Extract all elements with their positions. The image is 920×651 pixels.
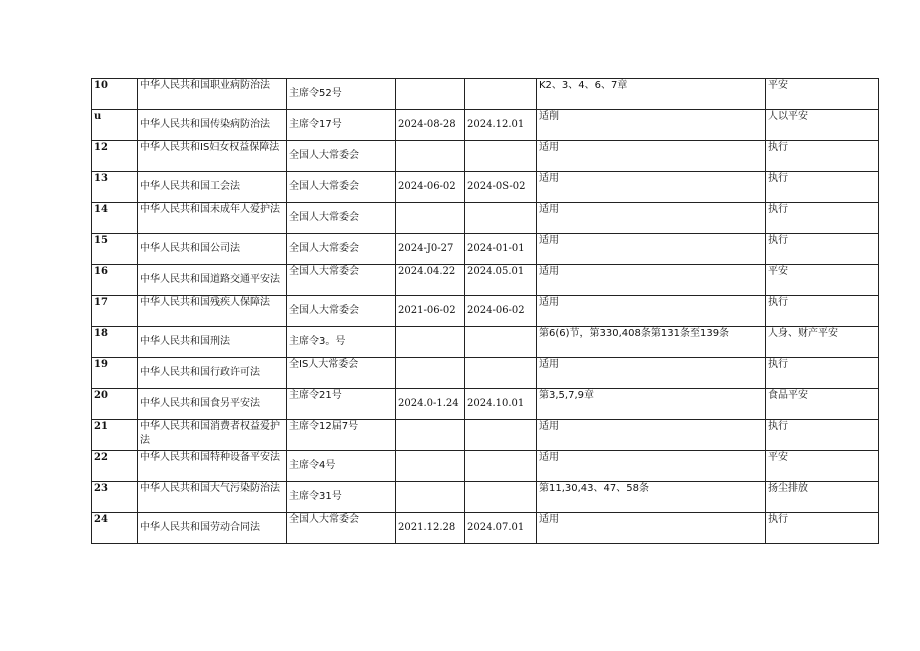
law-name-cell: [138, 389, 287, 420]
issue-date-cell: [396, 110, 465, 141]
effective-date-cell: [465, 327, 537, 358]
issuing-authority: 主席令12届7号: [289, 421, 359, 432]
issuing-authority-cell: [287, 296, 396, 327]
category-cell: [766, 420, 879, 451]
applicable-clauses-cell: [537, 79, 766, 110]
applicable-clauses-cell: [537, 482, 766, 513]
category: 执行: [768, 359, 788, 370]
applicable-clauses-cell: [537, 296, 766, 327]
effective-date-cell: [465, 358, 537, 389]
category-cell: [766, 513, 879, 544]
row-number-cell: 23: [92, 482, 138, 513]
law-name: 中华人民共和国残疾人保障法: [140, 297, 270, 308]
issue-date: 2024-08-28: [398, 119, 456, 130]
issue-date-cell: [396, 234, 465, 265]
table-row: [92, 513, 879, 544]
row-number-cell: u: [92, 110, 138, 141]
effective-date: 2024-0S-02: [467, 181, 526, 192]
effective-date-cell: [465, 513, 537, 544]
issuing-authority: 全国人大常委会: [289, 243, 359, 254]
category-cell: [766, 451, 879, 482]
law-name-cell: [138, 265, 287, 296]
effective-date: 2024-06-02: [467, 305, 525, 316]
category: 执行: [768, 421, 788, 432]
issue-date-cell: [396, 296, 465, 327]
table-row: [92, 482, 879, 513]
law-name: 中华人民共和国行政许可法: [140, 367, 260, 378]
issuing-authority: 主席令3。号: [289, 336, 346, 347]
law-name: 中华人民共和IS妇女权益保障法: [140, 142, 280, 153]
law-name-cell: [138, 327, 287, 358]
effective-date: 2024.12.01: [467, 119, 525, 130]
law-name: 中华人民共和国职业病防治法: [140, 80, 270, 91]
applicable-clauses-cell: [537, 327, 766, 358]
effective-date: [467, 203, 534, 211]
issuing-authority: 主席令17号: [289, 119, 342, 130]
issue-date: [398, 358, 462, 366]
applicable-clauses: 第11,30,43、47、58条: [539, 483, 649, 494]
law-name: 中华人民共和国特种设备平安法: [140, 452, 280, 463]
issuing-authority: 主席令4号: [289, 460, 336, 471]
law-name-cell: [138, 420, 287, 451]
law-name: 中华人民共和国劳动合同法: [140, 522, 260, 533]
applicable-clauses-cell: [537, 141, 766, 172]
table-row: [92, 358, 879, 389]
law-name: 中华人民共和国未成年人爱护法: [140, 204, 280, 215]
table-row: [92, 451, 879, 482]
category-cell: [766, 110, 879, 141]
law-name-cell: [138, 172, 287, 203]
law-name-cell: [138, 451, 287, 482]
law-name: 中华人民共和国食另平安法: [140, 398, 260, 409]
row-number-cell: 17: [92, 296, 138, 327]
issuing-authority: 主席令31号: [289, 491, 342, 502]
category: 人以平安: [768, 111, 808, 122]
effective-date-cell: [465, 172, 537, 203]
applicable-clauses-cell: [537, 234, 766, 265]
issue-date: [398, 327, 462, 335]
issuing-authority: 全国人大常委会: [289, 514, 359, 525]
issuing-authority-cell: [287, 451, 396, 482]
category: 执行: [768, 204, 788, 215]
applicable-clauses: 适用: [539, 173, 559, 184]
issue-date-cell: [396, 203, 465, 234]
effective-date: 2024.10.01: [467, 398, 525, 409]
applicable-clauses: 适用: [539, 142, 559, 153]
issue-date-cell: [396, 358, 465, 389]
issuing-authority-cell: [287, 420, 396, 451]
effective-date-cell: [465, 451, 537, 482]
row-number-cell: 24: [92, 513, 138, 544]
issuing-authority: 全IS人大常委会: [289, 359, 359, 370]
applicable-clauses-cell: [537, 513, 766, 544]
issuing-authority-cell: [287, 265, 396, 296]
effective-date-cell: [465, 234, 537, 265]
issuing-authority: 全国人大常委会: [289, 212, 359, 223]
issuing-authority: 全国人大常委会: [289, 266, 359, 277]
issuing-authority-cell: [287, 203, 396, 234]
issuing-authority: 全国人大常委会: [289, 150, 359, 161]
issue-date-cell: [396, 389, 465, 420]
table-row: [92, 389, 879, 420]
law-name: 中华人民共和国大气污染防治法: [140, 483, 280, 494]
category: 执行: [768, 514, 788, 525]
issuing-authority-cell: [287, 358, 396, 389]
law-name-cell: [138, 513, 287, 544]
table-row: [92, 234, 879, 265]
applicable-clauses-cell: [537, 172, 766, 203]
law-table-body: [92, 79, 879, 544]
effective-date: [467, 451, 534, 459]
law-name-cell: [138, 203, 287, 234]
effective-date: [467, 358, 534, 366]
law-name: 中华人民共和国消费者权益爱护法: [140, 421, 280, 446]
effective-date-cell: [465, 482, 537, 513]
law-name: 中华人民共和国传染病防治法: [140, 119, 270, 130]
table-row: [92, 203, 879, 234]
row-number-cell: 22: [92, 451, 138, 482]
applicable-clauses: 适用: [539, 514, 559, 525]
applicable-clauses-cell: [537, 451, 766, 482]
issue-date-cell: [396, 172, 465, 203]
category-cell: [766, 265, 879, 296]
table-row: [92, 172, 879, 203]
category: 人身、财产平安: [768, 328, 838, 339]
category: 执行: [768, 173, 788, 184]
row-number-cell: 16: [92, 265, 138, 296]
law-name: 中华人民共和国公司法: [140, 243, 240, 254]
issue-date: [398, 420, 462, 428]
issuing-authority-cell: [287, 141, 396, 172]
issue-date-cell: [396, 482, 465, 513]
applicable-clauses: 适用: [539, 421, 559, 432]
issue-date: [398, 79, 462, 87]
issue-date-cell: [396, 451, 465, 482]
applicable-clauses: 适削: [539, 111, 559, 122]
issue-date: 2024-06-02: [398, 181, 456, 192]
effective-date: [467, 420, 534, 428]
law-name: 中华人民共和国工会法: [140, 181, 240, 192]
law-name-cell: [138, 482, 287, 513]
applicable-clauses-cell: [537, 203, 766, 234]
effective-date: [467, 482, 534, 490]
table-row: [92, 141, 879, 172]
applicable-clauses: 第3,5,7,9章: [539, 390, 594, 401]
row-number-cell: 10: [92, 79, 138, 110]
issuing-authority: 全国人大常委会: [289, 181, 359, 192]
issue-date: 2024.04.22: [398, 266, 456, 277]
law-name: 中华人民共和国刑法: [140, 336, 230, 347]
category-cell: [766, 234, 879, 265]
law-name-cell: [138, 110, 287, 141]
table-row: [92, 327, 879, 358]
category-cell: [766, 172, 879, 203]
applicable-clauses-cell: [537, 358, 766, 389]
table-row: [92, 265, 879, 296]
effective-date: 2024-01-01: [467, 243, 525, 254]
issue-date: [398, 482, 462, 490]
table-row: [92, 110, 879, 141]
category: 食品平安: [768, 390, 808, 401]
category-cell: [766, 358, 879, 389]
issuing-authority-cell: [287, 79, 396, 110]
issue-date: [398, 203, 462, 211]
applicable-clauses: 适用: [539, 297, 559, 308]
effective-date-cell: [465, 265, 537, 296]
law-table: [91, 78, 879, 544]
law-name-cell: [138, 296, 287, 327]
effective-date: [467, 327, 534, 335]
row-number-cell: 15: [92, 234, 138, 265]
row-number-cell: 13: [92, 172, 138, 203]
row-number-cell: 21: [92, 420, 138, 451]
category: 平安: [768, 266, 788, 277]
law-name-cell: [138, 79, 287, 110]
law-name: 中华人民共和国道路交通平安法: [140, 274, 280, 285]
applicable-clauses: 适用: [539, 204, 559, 215]
effective-date-cell: [465, 296, 537, 327]
category: 扬尘排放: [768, 483, 808, 494]
applicable-clauses-cell: [537, 420, 766, 451]
issuing-authority: 全国人大常委会: [289, 305, 359, 316]
issuing-authority-cell: [287, 172, 396, 203]
category-cell: [766, 296, 879, 327]
applicable-clauses: K2、3、4、6、7章: [539, 80, 628, 91]
issuing-authority-cell: [287, 513, 396, 544]
applicable-clauses: 适用: [539, 266, 559, 277]
row-number-cell: 14: [92, 203, 138, 234]
effective-date-cell: [465, 420, 537, 451]
issue-date: 2021.12.28: [398, 522, 456, 533]
row-number-cell: 18: [92, 327, 138, 358]
category-cell: [766, 389, 879, 420]
effective-date-cell: [465, 110, 537, 141]
issue-date: [398, 141, 462, 149]
row-number-cell: 12: [92, 141, 138, 172]
table-row: [92, 420, 879, 451]
category-cell: [766, 482, 879, 513]
issue-date-cell: [396, 420, 465, 451]
applicable-clauses-cell: [537, 110, 766, 141]
applicable-clauses: 适用: [539, 452, 559, 463]
category: 平安: [768, 80, 788, 91]
applicable-clauses-cell: [537, 265, 766, 296]
applicable-clauses-cell: [537, 389, 766, 420]
law-name-cell: [138, 358, 287, 389]
issuing-authority-cell: [287, 389, 396, 420]
issuing-authority-cell: [287, 327, 396, 358]
applicable-clauses: 适用: [539, 235, 559, 246]
issuing-authority-cell: [287, 234, 396, 265]
category: 执行: [768, 142, 788, 153]
issuing-authority: 主席令21号: [289, 390, 342, 401]
effective-date-cell: [465, 389, 537, 420]
category: 执行: [768, 297, 788, 308]
issue-date-cell: [396, 327, 465, 358]
issue-date: 2021-06-02: [398, 305, 456, 316]
effective-date: 2024.05.01: [467, 266, 525, 277]
effective-date-cell: [465, 79, 537, 110]
row-number-cell: 20: [92, 389, 138, 420]
issue-date-cell: [396, 513, 465, 544]
effective-date-cell: [465, 203, 537, 234]
category-cell: [766, 79, 879, 110]
category-cell: [766, 327, 879, 358]
issue-date-cell: [396, 79, 465, 110]
issuing-authority-cell: [287, 110, 396, 141]
category-cell: [766, 203, 879, 234]
issuing-authority: 主席令52号: [289, 88, 342, 99]
issue-date-cell: [396, 265, 465, 296]
law-name-cell: [138, 141, 287, 172]
effective-date-cell: [465, 141, 537, 172]
category: 平安: [768, 452, 788, 463]
applicable-clauses: 适用: [539, 359, 559, 370]
category-cell: [766, 141, 879, 172]
category: 执行: [768, 235, 788, 246]
effective-date: 2024.07.01: [467, 522, 525, 533]
effective-date: [467, 79, 534, 87]
applicable-clauses: 第6(6)节，第330,408条第131条至139条: [539, 328, 730, 339]
issue-date-cell: [396, 141, 465, 172]
issuing-authority-cell: [287, 482, 396, 513]
law-name-cell: [138, 234, 287, 265]
effective-date: [467, 141, 534, 149]
table-row: [92, 79, 879, 110]
table-row: [92, 296, 879, 327]
issue-date: 2024.0-1.24: [398, 398, 459, 409]
issue-date: [398, 451, 462, 459]
issue-date: 2024-J0-27: [398, 243, 454, 254]
row-number-cell: 19: [92, 358, 138, 389]
